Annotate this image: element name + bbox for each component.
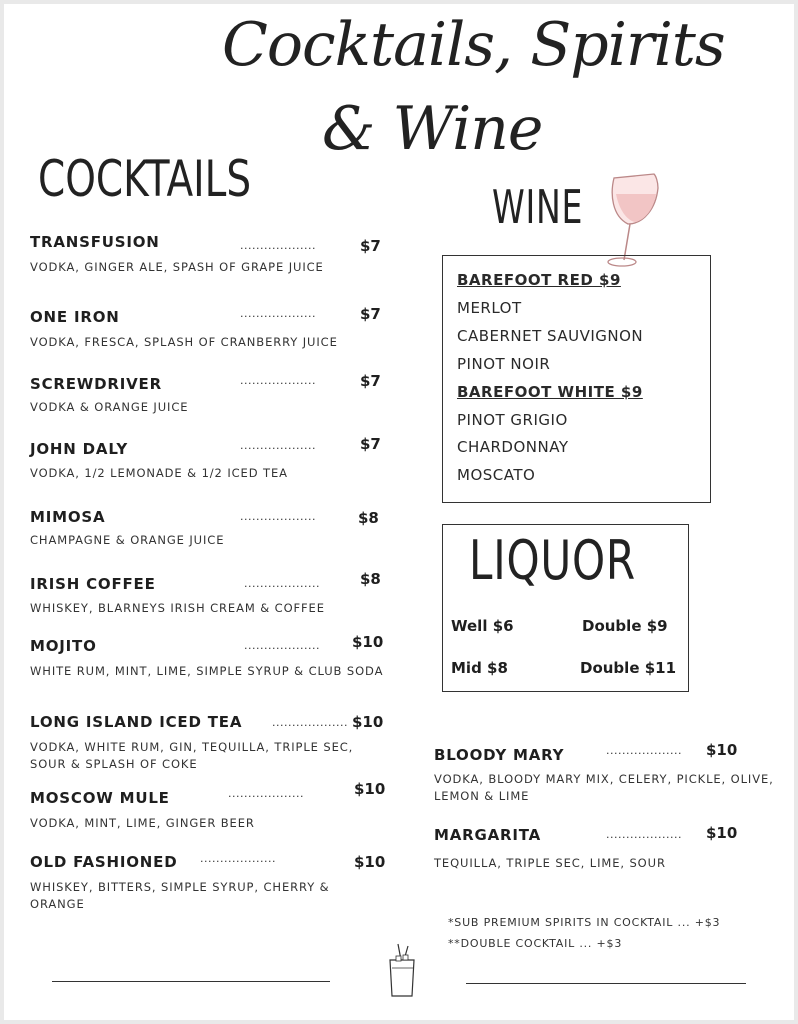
cocktail-description: VODKA, MINT, LIME, GINGER BEER	[30, 816, 255, 830]
footer-divider-right	[466, 983, 746, 984]
menu-page	[4, 4, 794, 1020]
wine-item: MERLOT	[457, 299, 522, 317]
cocktail-name: MOSCOW MULE	[30, 789, 170, 807]
cocktail-name: LONG ISLAND ICED TEA	[30, 713, 243, 731]
cocktail-name: IRISH COFFEE	[30, 575, 156, 593]
barefoot-white-heading: BAREFOOT WHITE $9	[457, 383, 643, 401]
cocktail-price: $8	[358, 509, 379, 527]
cocktail-description: WHITE RUM, MINT, LIME, SIMPLE SYRUP & CLUB SODA	[30, 664, 384, 678]
leader-dots: ...................	[200, 852, 276, 865]
liquor-double-well-price: Double $9	[582, 617, 668, 635]
wine-item: PINOT NOIR	[457, 355, 551, 373]
cocktail-price: $7	[360, 237, 381, 255]
cocktail-price: $10	[352, 633, 384, 651]
leader-dots: ...................	[244, 639, 320, 652]
cocktail-name: TRANSFUSION	[30, 233, 160, 251]
cocktail-price: $10	[354, 853, 386, 871]
cocktail-description: WHISKEY, BLARNEYS IRISH CREAM & COFFEE	[30, 601, 325, 615]
cocktail-name: MOJITO	[30, 637, 97, 655]
cocktail-description: VODKA, GINGER ALE, SPASH OF GRAPE JUICE	[30, 260, 324, 274]
cocktail-name: BLOODY MARY	[434, 746, 565, 764]
footer-divider-left	[52, 981, 330, 982]
cocktail-price: $8	[360, 570, 381, 588]
cocktail-price: $7	[360, 372, 381, 390]
cocktails-heading: COCKTAILS	[38, 150, 252, 208]
cocktail-description: VODKA, WHITE RUM, GIN, TEQUILLA, TRIPLE SEC, SOUR & SPLASH OF COKE	[30, 740, 354, 771]
cocktail-name: JOHN DALY	[30, 440, 129, 458]
cocktail-name: OLD FASHIONED	[30, 853, 178, 871]
wine-list-box	[442, 255, 711, 503]
wine-item: PINOT GRIGIO	[457, 411, 568, 429]
wine-item: MOSCATO	[457, 466, 536, 484]
cocktail-name: MIMOSA	[30, 508, 106, 526]
cocktail-name: ONE IRON	[30, 308, 120, 326]
cocktail-name: MARGARITA	[434, 826, 542, 844]
leader-dots: ...................	[240, 439, 316, 452]
double-cocktail-note: **DOUBLE COCKTAIL ... +$3	[448, 937, 623, 950]
liquor-double-mid-price: Double $11	[580, 659, 677, 677]
cocktail-price: $7	[360, 305, 381, 323]
menu-title-line1: Cocktails, Spirits	[222, 10, 725, 80]
leader-dots: ...................	[244, 577, 320, 590]
leader-dots: ...................	[240, 374, 316, 387]
leader-dots: ...................	[240, 239, 316, 252]
leader-dots: ...................	[606, 828, 682, 841]
cocktail-price: $10	[706, 741, 738, 759]
cocktail-description: CHAMPAGNE & ORANGE JUICE	[30, 533, 225, 547]
cocktail-glass-icon	[384, 942, 420, 1000]
menu-title-line2: & Wine	[322, 94, 543, 164]
cocktail-description: TEQUILLA, TRIPLE SEC, LIME, SOUR	[434, 856, 666, 870]
liquor-mid-price: Mid $8	[451, 659, 508, 677]
cocktail-price: $10	[706, 824, 738, 842]
cocktail-description: VODKA, FRESCA, SPLASH OF CRANBERRY JUICE	[30, 335, 338, 349]
barefoot-red-heading: BAREFOOT RED $9	[457, 271, 621, 289]
leader-dots: ...................	[240, 307, 316, 320]
leader-dots: ...................	[272, 716, 348, 729]
liquor-heading: LIQUOR	[469, 529, 636, 592]
cocktail-description: VODKA & ORANGE JUICE	[30, 400, 189, 414]
liquor-well-price: Well $6	[451, 617, 514, 635]
cocktail-description: WHISKEY, BITTERS, SIMPLE SYRUP, CHERRY & ORANGE	[30, 880, 330, 911]
wine-item: CHARDONNAY	[457, 438, 569, 456]
cocktail-description: VODKA, 1/2 LEMONADE & 1/2 ICED TEA	[30, 466, 288, 480]
cocktail-price: $10	[352, 713, 384, 731]
cocktail-price: $7	[360, 435, 381, 453]
cocktail-name: SCREWDRIVER	[30, 375, 162, 393]
leader-dots: ...................	[228, 787, 304, 800]
leader-dots: ...................	[606, 744, 682, 757]
cocktail-price: $10	[354, 780, 386, 798]
wine-item: CABERNET SAUVIGNON	[457, 327, 644, 345]
leader-dots: ...................	[240, 510, 316, 523]
liquor-box	[442, 524, 689, 692]
cocktail-description: VODKA, BLOODY MARY MIX, CELERY, PICKLE, OLIVE, LEMON & LIME	[434, 772, 774, 803]
wine-heading: WINE	[492, 180, 584, 234]
premium-spirits-note: *SUB PREMIUM SPIRITS IN COCKTAIL ... +$3	[448, 916, 721, 929]
